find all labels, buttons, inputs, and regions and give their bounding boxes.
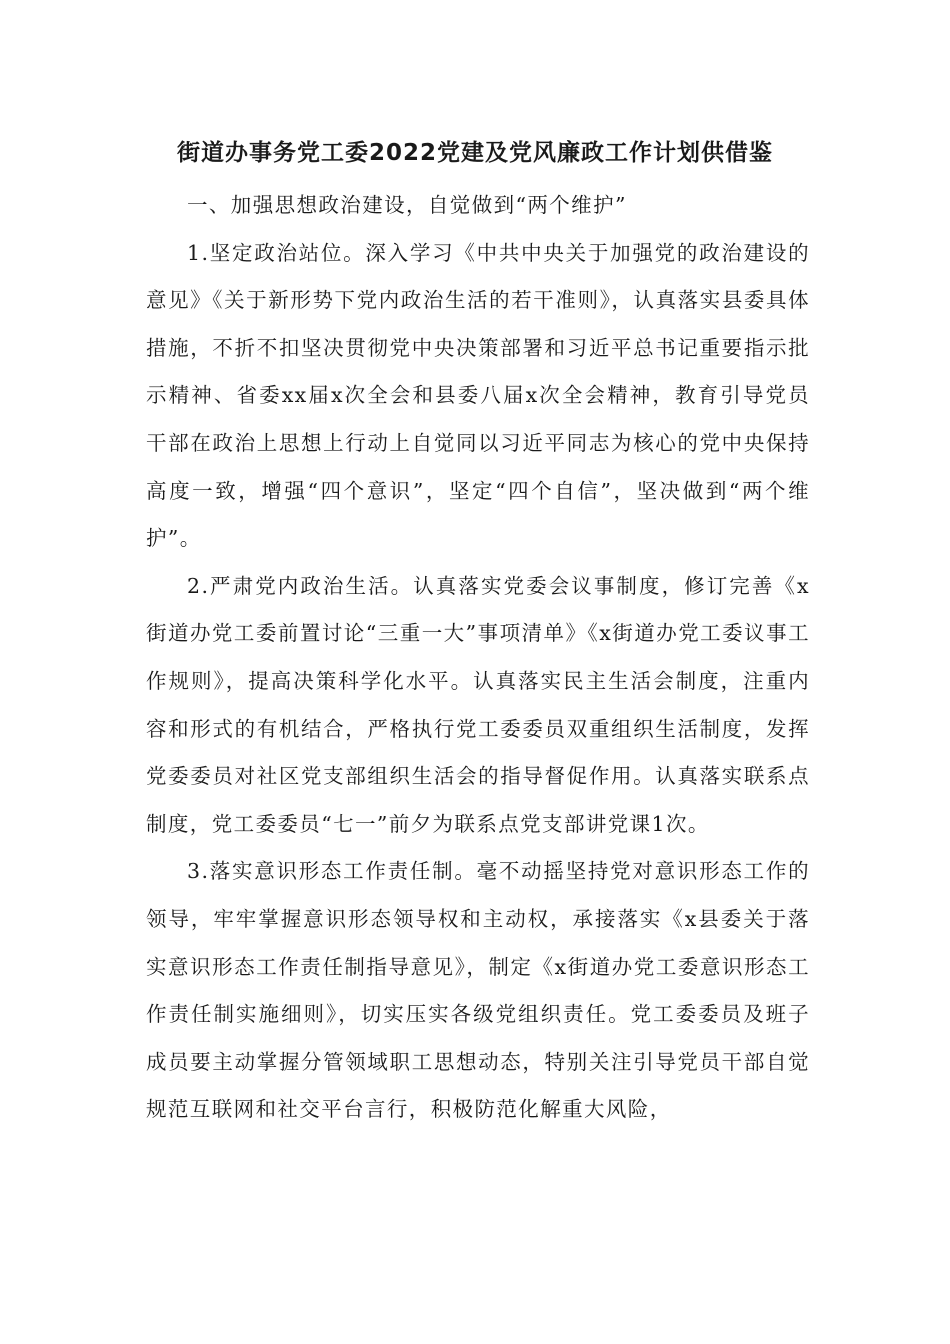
paragraph-political-stance: 1.坚定政治站位。深入学习《中共中央关于加强党的政治建设的意见》《关于新形势下党内政治生活的若干准则》，认真落实县委具体措施，不折不扣坚决贯彻党中央决策部署和习近平总书记重要指示批示精神、省委xx届x次全会和县委八届x次全会精神，教育引导党员干部在政治上思想上行动上自觉同以习近平同志为核心的党中央保持高度一致，增强“四个意识”，坚定“四个自信”，坚决做到“两个维护”。 [146,240,810,551]
paragraph-ideology-responsibility: 3.落实意识形态工作责任制。毫不动摇坚持党对意识形态工作的领导，牢牢掌握意识形态领导权和主动权，承接落实《x县委关于落实意识形态工作责任制指导意见》，制定《x街道办党工委意识形态工作责任制实施细则》，切实压实各级党组织责任。党工委委员及班子成员要主动掌握分管领域职工思想动态，特别关注引导党员干部自觉规范互联网和社交平台言行，积极防范化解重大风险， [146,859,810,1122]
paragraph-party-life: 2.严肃党内政治生活。认真落实党委会议事制度，修订完善《x街道办党工委前置讨论“三重一大”事项清单》《x街道办党工委议事工作规则》，提高决策科学化水平。认真落实民主生活会制度，注重内容和形式的有机结合，严格执行党工委委员双重组织生活制度，发挥党委委员对社区党支部组织生活会的指导督促作用。认真落实联系点制度，党工委委员“七一”前夕为联系点党支部讲党课1次。 [146,573,810,836]
page-title: 街道办事务党工委2022党建及党风廉政工作计划供借鉴 [176,140,773,166]
document-body [146,182,810,1134]
section-heading: 一、加强思想政治建设，自觉做到“两个维护” [187,193,627,217]
